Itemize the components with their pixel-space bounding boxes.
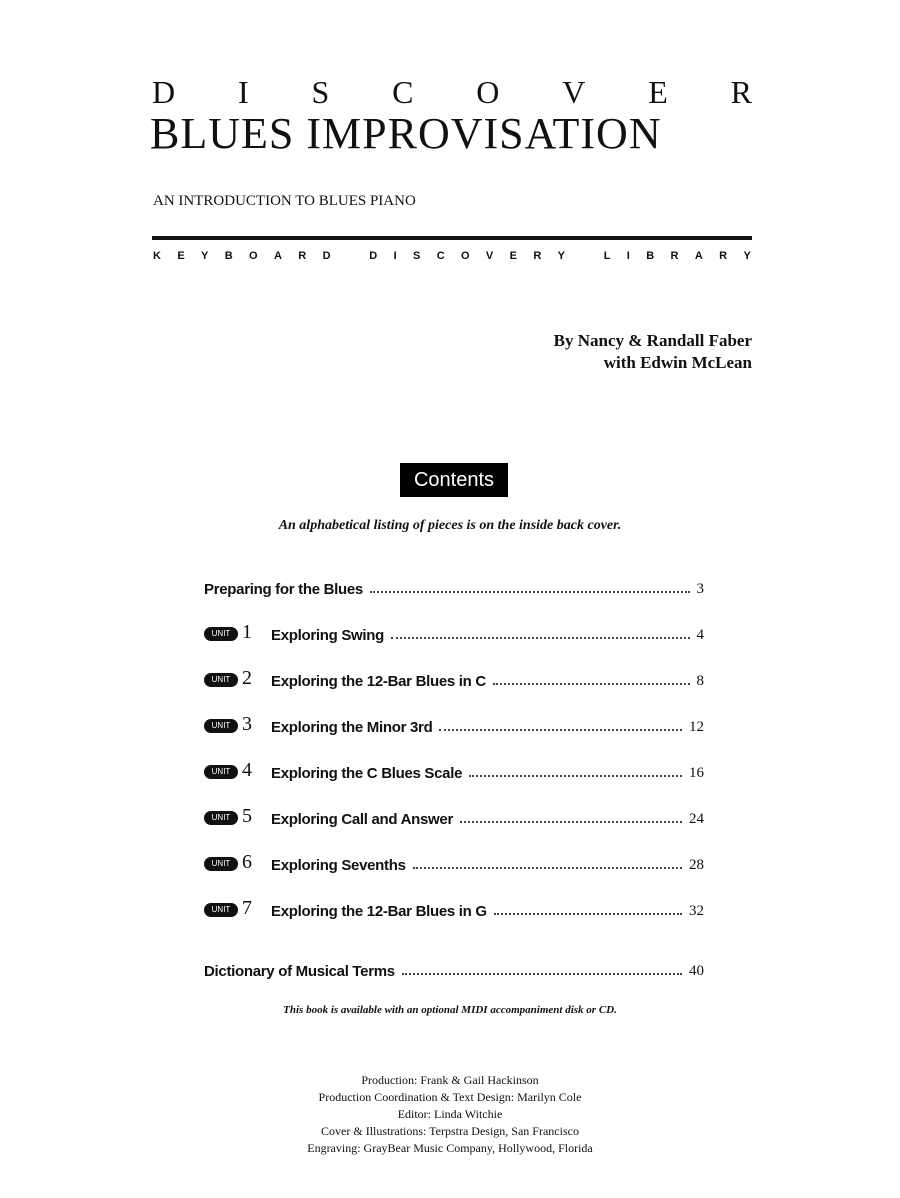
library-letter: D: [322, 250, 331, 262]
library-letter: I: [626, 250, 630, 262]
unit-label: [204, 805, 271, 828]
credit-line: Editor: Linda Witchie: [397, 1107, 503, 1121]
credit-line: Cover & Illustrations: Terpstra Design, San Francisco: [321, 1124, 579, 1138]
authors-line: By Nancy & Randall Faber: [553, 331, 752, 350]
authors-line: with Edwin McLean: [603, 353, 752, 372]
unit-number: 3: [242, 713, 252, 735]
toc-title: Exploring the 12-Bar Blues in G: [271, 903, 487, 920]
library-letter: R: [533, 250, 542, 262]
toc-page-number: 16: [689, 765, 704, 781]
toc-page-number: 28: [689, 857, 704, 873]
toc-entry: [204, 850, 704, 874]
toc-entry: [204, 574, 704, 598]
library-letter: V: [485, 250, 494, 262]
library-letter: C: [436, 250, 445, 262]
toc-leader-dots: [439, 729, 682, 731]
library-letter: A: [694, 250, 703, 262]
unit-number: 5: [242, 805, 252, 827]
authors: [554, 330, 752, 374]
toc-leader-dots: [469, 775, 682, 777]
unit-number: 1: [242, 621, 252, 643]
toc-page-number: 24: [689, 811, 704, 827]
contents-heading: Contents: [400, 463, 508, 497]
unit-number: 2: [242, 667, 252, 689]
title-rule: [152, 236, 752, 240]
toc-entry: [204, 758, 704, 782]
midi-note: This book is available with an optional MIDI accompaniment disk or CD.: [283, 1004, 617, 1016]
library-letter: E: [177, 250, 185, 262]
toc-entry: [204, 712, 704, 736]
toc-title: Preparing for the Blues: [204, 581, 363, 598]
library-letter: R: [670, 250, 679, 262]
toc-leader-dots: [391, 637, 689, 639]
unit-label: [204, 621, 271, 644]
toc-leader-dots: [402, 973, 682, 975]
credit-line: Production: Frank & Gail Hackinson: [361, 1073, 539, 1087]
toc-leader-dots: [460, 821, 682, 823]
library-name: [153, 250, 751, 262]
kicker-letter: O: [476, 74, 500, 110]
toc-title: Exploring the Minor 3rd: [271, 719, 433, 736]
toc-leader-dots: [370, 591, 690, 593]
unit-badge: UNIT: [204, 673, 238, 687]
toc-leader-dots: [494, 913, 682, 915]
credit-line: Engraving: GrayBear Music Company, Hollywood, Florida: [307, 1141, 593, 1155]
toc-page-number: 8: [696, 673, 704, 689]
library-letter: L: [603, 250, 611, 262]
toc-page-number: 40: [689, 963, 704, 979]
contents-note: An alphabetical listing of pieces is on the inside back cover.: [278, 518, 622, 533]
unit-badge: UNIT: [204, 719, 238, 733]
unit-badge: UNIT: [204, 811, 238, 825]
unit-number: 6: [242, 851, 252, 873]
book-title: BLUES IMPROVISATION: [150, 109, 662, 158]
library-letter: D: [369, 250, 378, 262]
unit-number: 7: [242, 897, 252, 919]
unit-label: [204, 667, 271, 690]
library-letter: O: [461, 250, 470, 262]
credits: [0, 1072, 900, 1157]
library-letter: Y: [557, 250, 565, 262]
unit-label: [204, 713, 271, 736]
toc-title: Exploring Sevenths: [271, 857, 406, 874]
toc-page-number: 4: [696, 627, 704, 643]
library-letter: E: [509, 250, 517, 262]
library-letter: A: [273, 250, 282, 262]
library-letter: O: [249, 250, 258, 262]
kicker-letter: R: [730, 74, 752, 110]
book-subtitle: AN INTRODUCTION TO BLUES PIANO: [153, 193, 416, 209]
library-letter: Y: [201, 250, 209, 262]
unit-label: [204, 759, 271, 782]
toc-title: Exploring Call and Answer: [271, 811, 453, 828]
toc-entry: [204, 620, 704, 644]
toc-entry: [204, 956, 704, 980]
unit-badge: UNIT: [204, 857, 238, 871]
kicker-letter: C: [392, 74, 414, 110]
library-letter: R: [298, 250, 307, 262]
series-kicker: [152, 74, 752, 110]
toc-leader-dots: [413, 867, 682, 869]
toc-page-number: 3: [696, 581, 704, 597]
library-letter: Y: [743, 250, 751, 262]
kicker-letter: D: [152, 74, 176, 110]
unit-badge: UNIT: [204, 627, 238, 641]
library-letter: K: [153, 250, 161, 262]
library-gap: [581, 250, 587, 262]
toc-entry: [204, 804, 704, 828]
kicker-letter: I: [237, 74, 249, 110]
library-letter: B: [646, 250, 655, 262]
credit-line: Production Coordination & Text Design: Marilyn Cole: [318, 1090, 582, 1104]
toc-page-number: 32: [689, 903, 704, 919]
toc-entry: [204, 666, 704, 690]
unit-badge: UNIT: [204, 903, 238, 917]
library-letter: R: [719, 250, 728, 262]
library-letter: I: [393, 250, 397, 262]
toc-title: Exploring Swing: [271, 627, 385, 644]
unit-number: 4: [242, 759, 252, 781]
toc-entry: [204, 896, 704, 920]
toc-leader-dots: [493, 683, 690, 685]
toc-title: Exploring the 12-Bar Blues in C: [271, 673, 486, 690]
kicker-letter: V: [562, 74, 586, 110]
library-letter: B: [224, 250, 233, 262]
kicker-letter: E: [648, 74, 668, 110]
toc-title: Exploring the C Blues Scale: [271, 765, 463, 782]
unit-badge: UNIT: [204, 765, 238, 779]
library-gap: [347, 250, 353, 262]
unit-label: [204, 851, 271, 874]
library-letter: S: [412, 250, 421, 262]
unit-label: [204, 897, 271, 920]
toc-page-number: 12: [689, 719, 704, 735]
toc-title: Dictionary of Musical Terms: [204, 963, 395, 980]
kicker-letter: S: [311, 74, 330, 110]
